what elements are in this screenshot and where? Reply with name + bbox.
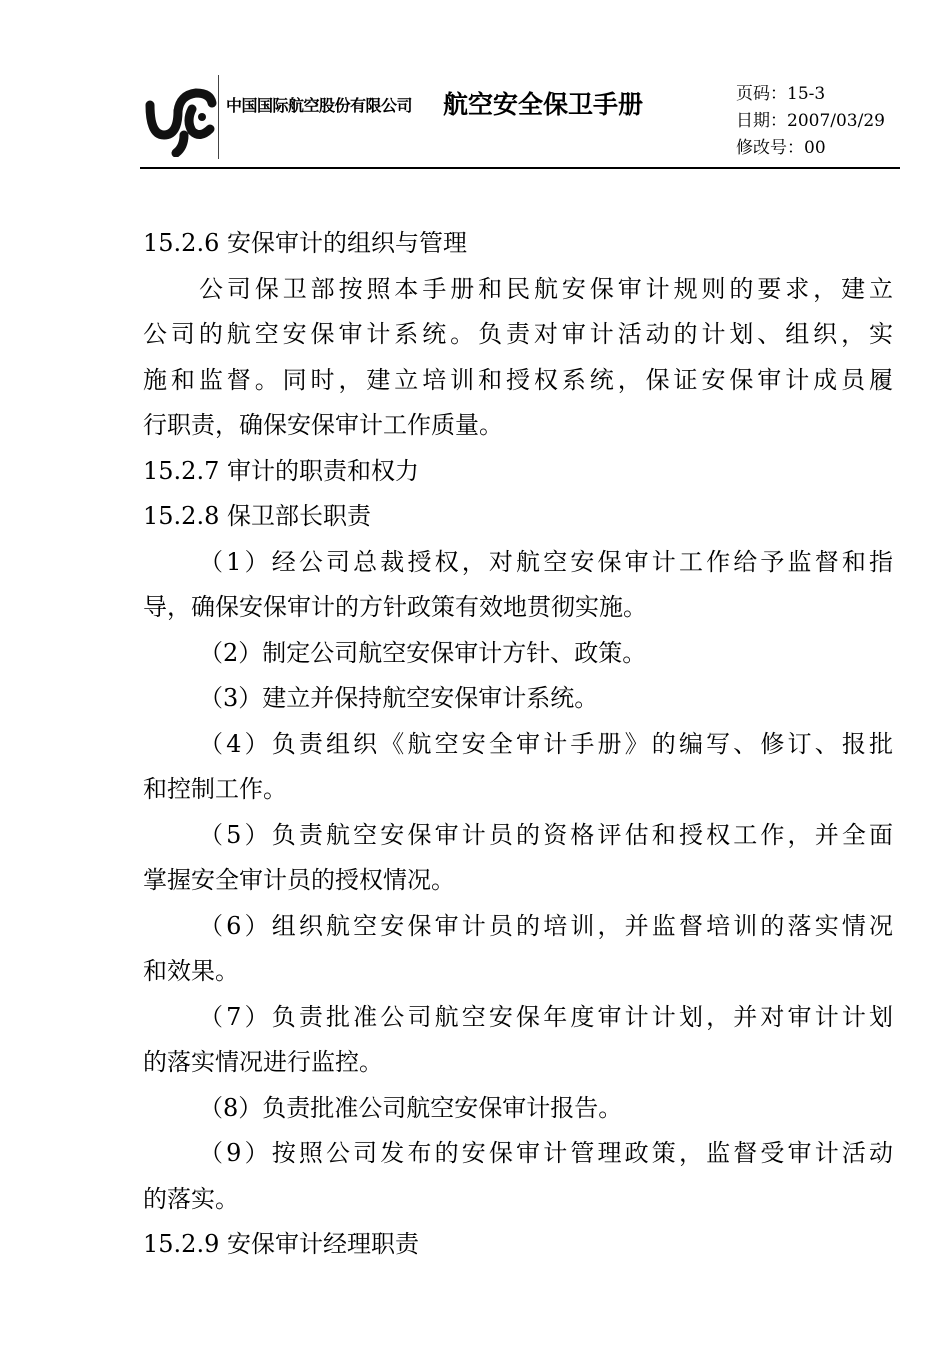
list-item-5: （5）负责航空安保审计员的资格评估和授权工作，并全面 xyxy=(199,820,893,849)
list-item-5-continued: 掌握安全审计员的授权情况。 xyxy=(143,866,455,894)
header-rule xyxy=(140,167,900,169)
page-number: 页码：15-3 xyxy=(736,84,826,104)
document-meta xyxy=(736,81,885,162)
document-date: 日期：2007/03/29 xyxy=(736,111,885,131)
paragraph-line: 施和监督。同时，建立培训和授权系统，保证安保审计成员履 xyxy=(143,365,893,394)
list-item-8: （8）负责批准公司航空安保审计报告。 xyxy=(199,1093,623,1122)
list-item-6: （6）组织航空安保审计员的培训，并监督培训的落实情况 xyxy=(199,911,893,940)
list-item-9-continued: 的落实。 xyxy=(143,1184,239,1213)
list-item-3: （3）建立并保持航空安保审计系统。 xyxy=(199,684,599,712)
paragraph-line: 行职责，确保安保审计工作质量。 xyxy=(143,411,503,439)
list-item-1-continued: 导，确保安保审计的方针政策有效地贯彻实施。 xyxy=(143,593,647,621)
logo-divider xyxy=(218,75,219,159)
section-heading-15-2-9: 15.2.9 安保审计经理职责 xyxy=(143,1230,419,1258)
list-item-7-continued: 的落实情况进行监控。 xyxy=(143,1048,383,1076)
list-item-1: （1）经公司总裁授权，对航空安保审计工作给予监督和指 xyxy=(199,547,893,576)
list-item-4-continued: 和控制工作。 xyxy=(143,775,287,803)
list-item-7: （7）负责批准公司航空安保年度审计计划，并对审计计划 xyxy=(199,1002,893,1031)
section-heading-15-2-6: 15.2.6 安保审计的组织与管理 xyxy=(143,229,467,257)
list-item-6-continued: 和效果。 xyxy=(143,957,239,985)
page-header xyxy=(140,75,900,167)
manual-title: 航空安全保卫手册 xyxy=(443,90,644,119)
section-heading-15-2-8: 15.2.8 保卫部长职责 xyxy=(143,502,371,530)
document-body xyxy=(143,221,893,1268)
list-item-9: （9）按照公司发布的安保审计管理政策，监督受审计活动 xyxy=(199,1139,893,1167)
section-heading-15-2-7: 15.2.7 审计的职责和权力 xyxy=(143,456,419,485)
list-item-4: （4）负责组织《航空安全审计手册》的编写、修订、报批 xyxy=(199,729,893,758)
company-name: 中国国际航空股份有限公司 xyxy=(226,96,413,115)
list-item-2: （2）制定公司航空安保审计方针、政策。 xyxy=(199,638,647,667)
paragraph-line: 公司保卫部按照本手册和民航安保审计规则的要求，建立 xyxy=(199,274,893,303)
revision-number: 修改号：00 xyxy=(736,138,826,158)
paragraph-line: 公司的航空安保审计系统。负责对审计活动的计划、组织，实 xyxy=(143,320,893,348)
airline-logo-icon xyxy=(140,77,220,157)
